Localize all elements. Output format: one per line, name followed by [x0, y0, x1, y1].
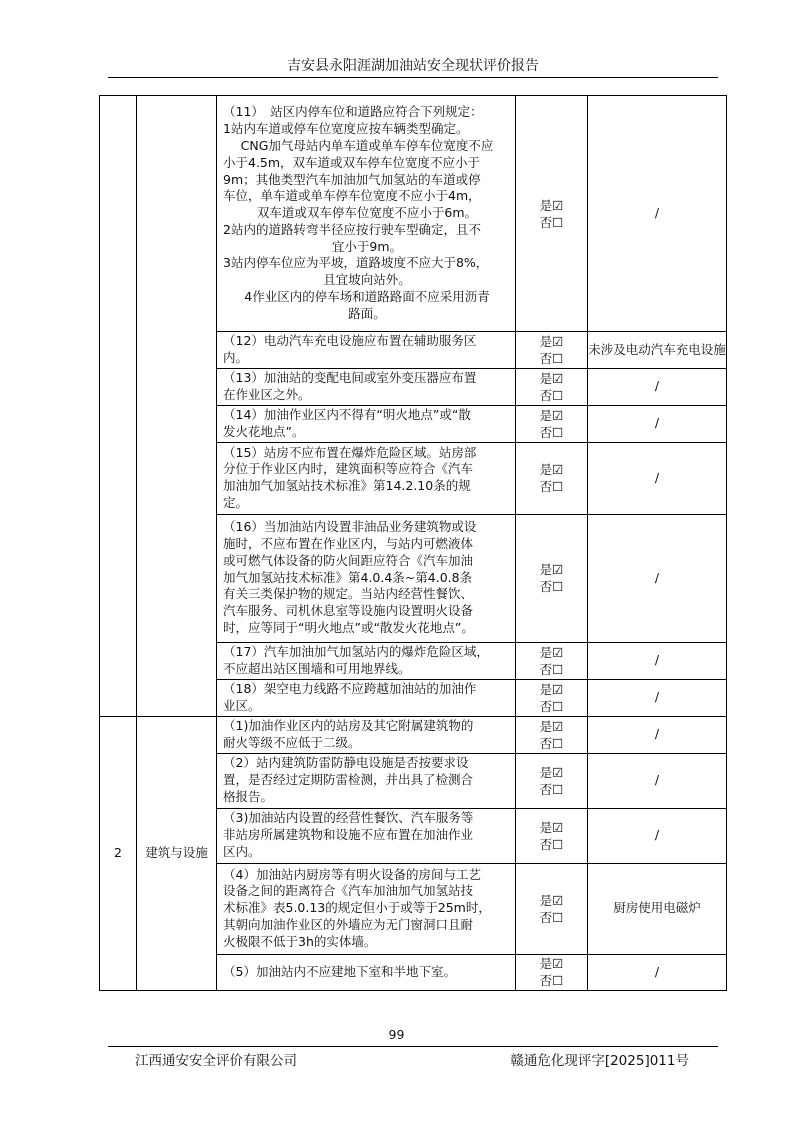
- note-cell: /: [588, 405, 727, 442]
- item-line: （16）当加油站内设置非油品业务建筑物或设: [223, 519, 477, 535]
- page-header-title: 吉安县永阳涯湖加油站安全现状评价报告: [287, 58, 539, 74]
- yes-checkbox[interactable]: 是☑: [539, 956, 564, 972]
- item-line: （11） 站区内停车位和道路应符合下列规定：: [223, 104, 483, 120]
- item-line: 分位于作业区内时，建筑面积等应符合《汽车: [223, 461, 474, 477]
- note-cell: /: [588, 753, 727, 808]
- yes-checkbox[interactable]: 是☑: [539, 764, 564, 780]
- yes-checkbox[interactable]: 是☑: [539, 197, 564, 213]
- item-line: 车位，单车道或单车停车位宽度不应小于4m，: [223, 188, 481, 204]
- check-cell: [516, 716, 588, 753]
- yes-checkbox[interactable]: 是☑: [539, 462, 564, 478]
- yes-checkbox[interactable]: 是☑: [539, 334, 564, 349]
- yes-checkbox[interactable]: 是☑: [539, 892, 564, 908]
- item-line: 非站房所属建筑物和设施不应布置在加油作业: [223, 827, 474, 843]
- item-line: CNG加气母站内单车道或单车停车位宽度不应: [240, 137, 494, 153]
- check-cell: [516, 96, 588, 332]
- item-line: 不应超出站区围墙和可用地界线。: [223, 660, 411, 676]
- yes-checkbox[interactable]: 是☑: [539, 407, 564, 423]
- item-text: [217, 369, 516, 406]
- item-text: [217, 753, 516, 808]
- check-cell: [516, 863, 588, 954]
- no-checkbox[interactable]: 否☐: [539, 351, 564, 366]
- footer-company: 江西通安安全评价有限公司: [135, 1053, 297, 1069]
- no-checkbox[interactable]: 否☐: [539, 579, 564, 595]
- item-line: 耐火等级不应低于二级。: [223, 734, 361, 750]
- note-cell: /: [588, 514, 727, 642]
- no-checkbox[interactable]: 否☐: [539, 479, 564, 495]
- item-line: 2站内的道路转弯半径应按行驶车型确定，且不: [223, 221, 481, 237]
- item-line: 区内。: [223, 843, 261, 859]
- item-text: [217, 716, 516, 753]
- item-line: 格报告。: [223, 788, 274, 804]
- item-line: 9m；其他类型汽车加油加气加氢站的车道或停: [223, 171, 481, 187]
- no-checkbox[interactable]: 否☐: [539, 424, 564, 440]
- footer-report-number: 赣通危化现评字[2025]011号: [510, 1053, 689, 1069]
- section-category-cell: 建筑与设施: [137, 716, 217, 990]
- item-line: 或可燃气体设备的防火间距应符合《汽车加油: [223, 552, 474, 568]
- check-cell: [516, 405, 588, 442]
- section-no-cell: [100, 96, 137, 717]
- check-cell: [516, 514, 588, 642]
- item-text: [217, 954, 516, 990]
- item-line: 火极限不低于3h的实体墙。: [223, 933, 377, 949]
- no-checkbox[interactable]: 否☐: [539, 973, 564, 989]
- check-cell: [516, 679, 588, 716]
- yes-checkbox[interactable]: 是☑: [539, 644, 564, 660]
- yes-checkbox[interactable]: 是☑: [539, 562, 564, 578]
- item-line: （18）架空电力线路不应跨越加油站的加油作: [223, 680, 477, 696]
- item-text: [217, 332, 516, 369]
- check-cell: [516, 954, 588, 990]
- check-cell: [516, 642, 588, 679]
- item-line: （14）加油作业区内不得有“明火地点”或“散: [223, 406, 471, 422]
- evaluation-table: [99, 95, 727, 991]
- item-line: 时，应等同于“明火地点”或“散发火花地点”。: [223, 620, 474, 636]
- note-cell: /: [588, 642, 727, 679]
- item-line: 发火花地点”。: [223, 423, 305, 439]
- no-checkbox[interactable]: 否☐: [539, 909, 564, 925]
- check-cell: [516, 808, 588, 863]
- note-cell: /: [588, 369, 727, 406]
- item-line: （15）站房不应布置在爆炸危险区域。站房部: [223, 444, 477, 460]
- section-category-cell: [137, 96, 217, 717]
- note-cell: /: [588, 954, 727, 990]
- yes-checkbox[interactable]: 是☑: [539, 681, 564, 697]
- item-line: （4）加油站内厨房等有明火设备的房间与工艺: [223, 866, 481, 882]
- item-text: [217, 679, 516, 716]
- check-cell: [516, 332, 588, 369]
- item-line: 其朝向加油作业区的外墙应为无门窗洞口且耐: [223, 916, 474, 932]
- item-line: 4作业区内的停车场和道路路面不应采用沥青: [244, 289, 490, 305]
- item-line: 1站内车道或停车位宽度应按车辆类型确定。: [223, 121, 469, 137]
- no-checkbox[interactable]: 否☐: [539, 781, 564, 797]
- note-cell: /: [588, 808, 727, 863]
- item-text: [217, 405, 516, 442]
- item-line: 且宜坡向站外。: [323, 272, 411, 288]
- item-line: 加油加气加氢站技术标准》第14.2.10条的规: [223, 478, 471, 494]
- item-line: 有关三类保护物的规定。当站内经营性餐饮、: [223, 586, 474, 602]
- section-no-cell: 2: [100, 716, 137, 990]
- item-line: 在作业区之外。: [223, 386, 311, 402]
- yes-checkbox[interactable]: 是☑: [539, 819, 564, 835]
- item-line: 置，是否经过定期防雷检测，并出具了检测合: [223, 772, 474, 788]
- item-line: 业区。: [223, 697, 261, 713]
- item-line: （17）汽车加油加气加氢站内的爆炸危险区域，: [223, 643, 489, 659]
- table-row: [100, 96, 727, 332]
- note-cell: 厨房使用电磁炉: [588, 863, 727, 954]
- check-cell: [516, 442, 588, 514]
- note-cell: /: [588, 442, 727, 514]
- item-line: （2）站内建筑防雷防静电设施是否按要求设: [223, 755, 469, 771]
- note-cell: /: [588, 679, 727, 716]
- no-checkbox[interactable]: 否☐: [539, 214, 564, 230]
- header-rule: [108, 77, 718, 78]
- item-text: [217, 96, 516, 332]
- yes-checkbox[interactable]: 是☑: [539, 718, 564, 734]
- item-line: 施时，不应布置在作业区内，与站内可燃液体: [223, 536, 474, 552]
- item-line: （5）加油站内不应建地下室和半地下室。: [223, 963, 456, 979]
- no-checkbox[interactable]: 否☐: [539, 836, 564, 852]
- item-line: （1)加油作业区内的站房及其它附属建筑物的: [223, 717, 474, 733]
- item-line: 内。: [223, 350, 249, 365]
- item-line: 路面。: [348, 305, 386, 321]
- item-line: （3)加油站内设置的经营性餐饮、汽车服务等: [223, 810, 474, 826]
- item-text: [217, 863, 516, 954]
- no-checkbox[interactable]: 否☐: [539, 735, 564, 751]
- item-line: 汽车服务、司机休息室等设施内设置明火设备: [223, 603, 474, 619]
- note-cell: 未涉及电动汽车充电设施: [588, 332, 727, 369]
- table-row: [100, 716, 727, 753]
- item-line: 宜小于9m。: [331, 238, 403, 254]
- footer-rule: [108, 1046, 718, 1047]
- item-line: 加气加氢站技术标准》第4.0.4条~第4.0.8条: [223, 569, 473, 585]
- note-cell: /: [588, 716, 727, 753]
- item-line: （12）电动汽车充电设施应布置在辅助服务区: [223, 333, 477, 349]
- no-checkbox[interactable]: 否☐: [539, 698, 564, 714]
- no-checkbox[interactable]: 否☐: [539, 661, 564, 677]
- item-text: [217, 808, 516, 863]
- yes-checkbox[interactable]: 是☑: [539, 370, 564, 386]
- item-line: 双车道或双车停车位宽度不应小于6m。: [256, 205, 478, 221]
- item-line: 术标准》表5.0.13的规定但小于或等于25m时，: [223, 900, 491, 916]
- item-line: 小于4.5m，双车道或双车停车位宽度不应小于: [223, 154, 481, 170]
- item-line: 定。: [223, 494, 249, 510]
- note-cell: /: [588, 96, 727, 332]
- check-cell: [516, 369, 588, 406]
- item-text: [217, 514, 516, 642]
- check-cell: [516, 753, 588, 808]
- item-line: （13）加油站的变配电间或室外变压器应布置: [223, 370, 477, 385]
- no-checkbox[interactable]: 否☐: [539, 387, 564, 403]
- item-text: [217, 442, 516, 514]
- item-line: 设备之间的距离符合《汽车加油加气加氢站技: [223, 883, 474, 899]
- item-line: 3站内停车位应为平坡，道路坡度不应大于8%，: [223, 255, 489, 271]
- item-text: [217, 642, 516, 679]
- page-number: 99: [388, 1027, 405, 1042]
